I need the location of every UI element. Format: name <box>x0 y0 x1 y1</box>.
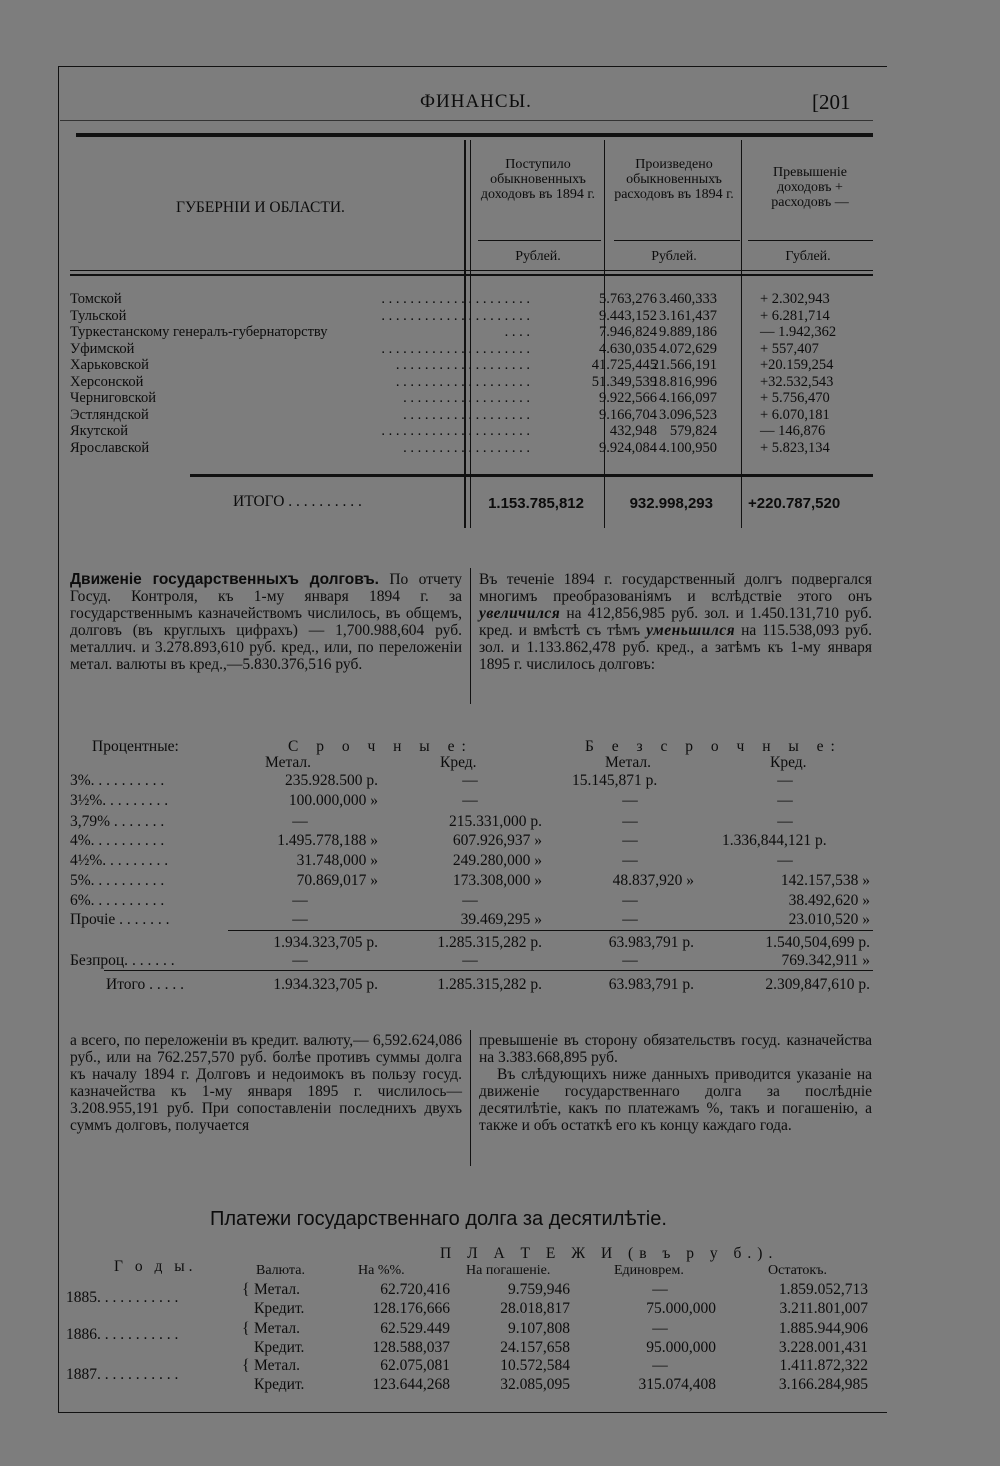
cell: — <box>652 1320 668 1337</box>
text-paragraph-right: превышеніе въ сторону обязательствъ госуд. казначейства на 3.383.668,895 руб. Въ слѣдующихъ ниже данныхъ приводится указаніе на движеніе государственнаго долга за послѣдніе десятилѣтіе, какъ по платежамъ %, такъ и погашенію, а также и объ остаткѣ его къ концу каждаго года. <box>479 1032 872 1134</box>
unit-diff: Гублей. <box>785 249 831 264</box>
cell: — <box>777 772 793 789</box>
header-term: С р о ч н ы е: <box>288 738 473 755</box>
rule <box>748 240 873 241</box>
rule <box>478 240 601 241</box>
cell: — <box>292 813 308 830</box>
total-rule <box>104 970 873 971</box>
cell: — <box>622 911 638 928</box>
cell: 315.074,408 <box>638 1376 716 1393</box>
cell: 215.331,000 р. <box>449 813 542 830</box>
cell: 123.644,268 <box>372 1376 450 1393</box>
cell: 24.157,658 <box>500 1339 570 1356</box>
table-row: Херсонской . . . . . . . . . . . . . . . . . . . 51.349,539 18.816,996 +32.532,543 <box>70 373 834 390</box>
debt-total-label: Итого . . . . . <box>106 976 184 993</box>
cell: 32.085,095 <box>500 1376 570 1393</box>
cell: 1.885.944,906 <box>778 1320 868 1337</box>
cell: 100.000,000 » <box>288 792 378 809</box>
brace: { <box>242 1357 250 1374</box>
col-income-header: Поступило обыкновенныхъ доходовъ въ 1894 г. <box>480 157 596 202</box>
col-region-header: ГУБЕРНІИ И ОБЛАСТИ. <box>176 199 345 216</box>
rate-label: Прочіе . . . . . . . <box>70 911 170 928</box>
rate-label: 4%. . . . . . . . . . <box>70 832 165 849</box>
year-label: 1886. . . . . . . . . . . <box>66 1326 179 1343</box>
table-row: Уфимской . . . . . . . . . . . . . . . . . . . . . 4.630,035 4.072,629 + 557,407 <box>70 340 819 357</box>
table-row: Ярославской . . . . . . . . . . . . . . . . . . 9.924,084 4.100,950 + 5.823,134 <box>70 439 830 456</box>
cell: 62.529.449 <box>380 1320 450 1337</box>
cell: 1.336,844,121 р. <box>722 832 827 849</box>
cell: 62.720,416 <box>380 1281 450 1298</box>
cell: 128.176,666 <box>372 1300 450 1317</box>
table-row: Томской . . . . . . . . . . . . . . . . . . . . . 5.763,276 3.460,333 + 2.302,943 <box>70 291 830 307</box>
cell: — <box>777 852 793 869</box>
payments-title: Платежи государственнаго долга за десятилѣтіе. <box>210 1208 667 1230</box>
cell: — <box>652 1357 668 1374</box>
cell: 235.928.500 р. <box>285 772 378 789</box>
cell: — <box>622 792 638 809</box>
cell: — <box>462 892 478 909</box>
col-pct: На %%. <box>358 1263 405 1278</box>
rate-label: 4½%. . . . . . . . . <box>70 852 169 869</box>
payments-group-header: П Л А Т Е Ж И (в ъ р у б.). <box>440 1245 779 1262</box>
cell: — <box>292 911 308 928</box>
table-row: Туркестанскому генералъ-губернаторству . . . . 7.946,824 9.889,186 — 1.942,362 <box>70 324 837 340</box>
cell: — <box>462 772 478 789</box>
cell: — <box>462 792 478 809</box>
page-header-title: ФИНАНСЫ. <box>420 91 532 112</box>
cell: 31.748,000 » <box>296 852 378 869</box>
header-dotted-rule <box>60 120 873 121</box>
cell: 48.837,920 » <box>612 872 694 889</box>
col-currency: Валюта. <box>256 1263 305 1278</box>
cell: — <box>622 852 638 869</box>
total-income: 1.153.785,812 <box>488 495 584 512</box>
header-metal: Метал. <box>605 754 652 771</box>
label-percent: Процентные: <box>92 738 179 755</box>
cell: — <box>622 813 638 830</box>
rate-label: 3½%. . . . . . . . . <box>70 792 169 809</box>
page-number: [201 <box>812 90 851 114</box>
brace: { <box>242 1320 250 1337</box>
cell: Метал. <box>254 1320 301 1337</box>
subtotal-c: 63.983,791 р. <box>608 934 694 951</box>
cell: Кредит. <box>254 1376 305 1393</box>
col-redeem: На погашеніе. <box>466 1263 551 1278</box>
brace: { <box>242 1281 250 1298</box>
debt-total-b: 1.285.315,282 р. <box>437 976 542 993</box>
rule <box>614 240 740 241</box>
total-expense: 932.998,293 <box>629 495 713 512</box>
subtotal-a: 1.934.323,705 р. <box>273 934 378 951</box>
cell: Кредит. <box>254 1339 305 1356</box>
total-diff: +220.787,520 <box>748 495 841 512</box>
nonint-label: Безпроц. . . . . . . <box>70 952 175 969</box>
cell: 173.308,000 » <box>452 872 542 889</box>
debt-total-c: 63.983,791 р. <box>608 976 694 993</box>
cell: 70.869,017 » <box>296 872 378 889</box>
cell: 9.759,946 <box>508 1281 570 1298</box>
rule <box>70 270 873 271</box>
table-row: Черниговской . . . . . . . . . . . . . . . . . . 9.922,566 4.166,097 + 5.756,470 <box>70 390 830 406</box>
cell: 128.588,037 <box>372 1339 450 1356</box>
text-paragraph-left: а всего, по переложеніи въ кредит. валюту,— 6,592.624,086 руб., или на 762.257,570 руб. болѣе противъ суммы долга къ началу 1894 г. Долговъ и недоимокъ въ пользу госуд. казначейства къ 1-му января 1895 г. числилось— 3.208.955,191 руб. При сопоставленіи последнихъ двухъ суммъ долговъ, получается <box>70 1032 462 1134</box>
cell: 62.075,081 <box>380 1357 450 1374</box>
cell: — <box>292 952 308 969</box>
table-row: Тульской . . . . . . . . . . . . . . . . . . . . . 9.443,152 3.161,437 + 6.281,714 <box>70 307 830 324</box>
rate-label: 3,79% . . . . . . . <box>70 813 165 830</box>
header-credit: Кред. <box>440 754 477 771</box>
cell: — <box>622 892 638 909</box>
table-row: Харьковской . . . . . . . . . . . . . . . . . . . 41.725,445 21.566,191 +20.159,254 <box>70 357 834 373</box>
debt-paragraph-right: Въ теченіе 1894 г. государственный долгъ подвергался многимъ преобразованіямъ и вслѣдствіе этого онъ увеличился на 412,856,985 руб. зол. и 1.450.131,710 руб. кред. и вмѣстѣ съ тѣмъ уменьшился на 115.538,093 руб. зол. и 1.133.862,478 руб. кред., а затѣмъ къ 1-му января 1895 г. числилось долговъ: <box>479 571 873 673</box>
cell: Кредит. <box>254 1300 305 1317</box>
col-years: Г о д ы. <box>114 1258 197 1275</box>
cell: 249.280,000 » <box>452 852 542 869</box>
cell: 3.166.284,985 <box>778 1376 868 1393</box>
cell: 39.469,295 » <box>460 911 542 928</box>
cell: 15.145,871 р. <box>572 772 658 789</box>
rate-label: 5%. . . . . . . . . . <box>70 872 165 889</box>
column-divider <box>470 568 471 704</box>
cell: Метал. <box>254 1357 301 1374</box>
cell: 23.010,520 » <box>788 911 870 928</box>
cell: — <box>462 952 478 969</box>
cell: 1.495.778,188 » <box>277 832 378 849</box>
col-expense-header: Произведено обыкновенныхъ расходовъ въ 1894 г. <box>614 157 734 202</box>
col-once: Единоврем. <box>614 1263 684 1278</box>
debt-total-d: 2.309,847,610 р. <box>765 976 870 993</box>
cell: — <box>622 952 638 969</box>
header-perpetual: Б е з с р о ч н ы е: <box>585 738 842 755</box>
table-top-rule <box>76 133 873 137</box>
cell: 10.572,584 <box>500 1357 570 1374</box>
col-rest: Остатокъ. <box>768 1263 827 1278</box>
unit-expense: Рублей. <box>651 249 697 264</box>
table-row: Якутской . . . . . . . . . . . . . . . . . . . . . 432,948 579,824 — 146,876 <box>70 423 826 439</box>
debt-total-a: 1.934.323,705 р. <box>273 976 378 993</box>
cell: — <box>777 792 793 809</box>
header-metal: Метал. <box>265 754 312 771</box>
cell: 3.211.801,007 <box>779 1300 868 1317</box>
year-label: 1887. . . . . . . . . . . <box>66 1366 179 1383</box>
year-label: 1885. . . . . . . . . . . <box>66 1289 179 1306</box>
total-label: ИТОГО . . . . . . . . . . <box>233 493 362 510</box>
cell: 9.107,808 <box>508 1320 570 1337</box>
cell: 38.492,620 » <box>788 892 870 909</box>
subtotal-rule <box>228 930 873 931</box>
rule <box>70 274 873 276</box>
unit-income: Рублей. <box>515 249 561 264</box>
total-rule <box>190 474 873 477</box>
header-credit: Кред. <box>770 754 807 771</box>
rate-label: 3%. . . . . . . . . . <box>70 772 165 789</box>
subtotal-b: 1.285.315,282 р. <box>437 934 542 951</box>
cell: — <box>777 813 793 830</box>
cell: — <box>622 832 638 849</box>
cell: 95.000,000 <box>646 1339 716 1356</box>
cell: 75.000,000 <box>646 1300 716 1317</box>
cell: 142.157,538 » <box>780 872 870 889</box>
table-row: Эстляндской . . . . . . . . . . . . . . . . . . 9.166,704 3.096,523 + 6.070,181 <box>70 406 830 423</box>
cell: 1.411.872,322 <box>779 1357 868 1374</box>
cell: 607.926,937 » <box>452 832 542 849</box>
debt-paragraph-left: Движеніе государственныхъ долговъ. По отчету Госуд. Контроля, къ 1-му января 1894 г. за государственнымъ казначействомъ числилось, въ общемъ, долговъ (въ круглыхъ цифрахъ) — 1,700.988,604 руб. металлич. и 3.278.893,610 руб. кред., или, по переложеніи метал. валюты въ кред.,—5.830.376,516 руб. <box>70 571 462 673</box>
cell: 3.228.001,431 <box>778 1339 868 1356</box>
subtotal-d: 1.540,504,699 р. <box>765 934 870 951</box>
cell: — <box>652 1281 668 1298</box>
cell: 28.018,817 <box>500 1300 570 1317</box>
cell: Метал. <box>254 1281 301 1298</box>
rate-label: 6%. . . . . . . . . . <box>70 892 165 909</box>
cell: 769.342,911 » <box>781 952 870 969</box>
col-diff-header: Превышеніе доходовъ + расходовъ — <box>771 165 849 210</box>
column-divider <box>470 1030 471 1166</box>
cell: — <box>292 892 308 909</box>
cell: 1.859.052,713 <box>778 1281 868 1298</box>
